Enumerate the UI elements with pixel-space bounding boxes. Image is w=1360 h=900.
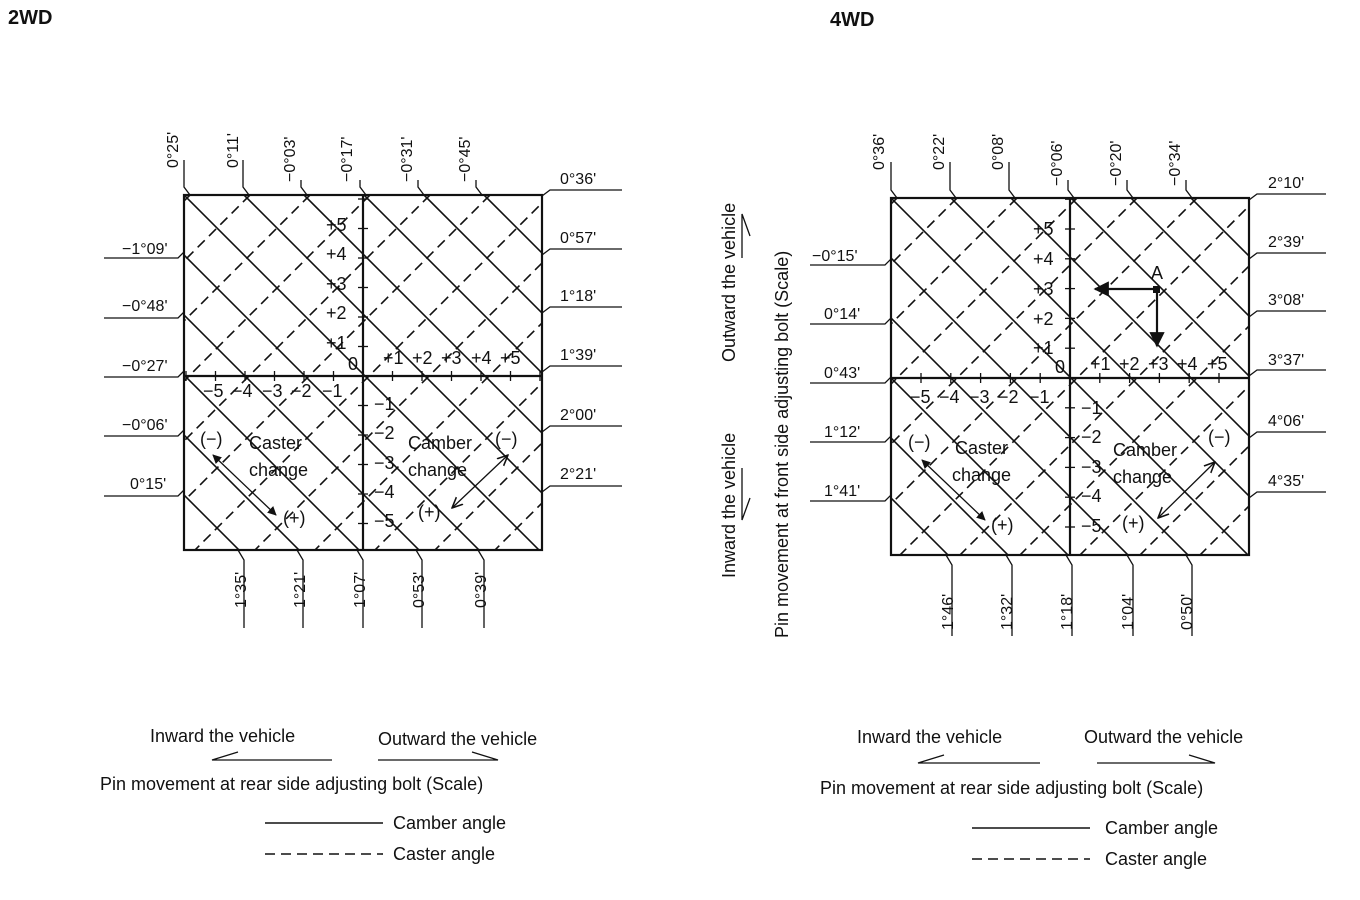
scale-zero: 0 xyxy=(1055,357,1066,377)
bottom-label: 0°53' xyxy=(411,571,428,608)
legend-outward-label: Outward the vehicle xyxy=(378,729,538,749)
plus-sign-camber: (+) xyxy=(418,502,441,522)
minus-sign-caster: (−) xyxy=(200,429,223,449)
bottom-label: 1°18' xyxy=(1059,593,1076,630)
minus-sign-caster: (−) xyxy=(908,432,931,452)
scale-label-up: +3 xyxy=(1033,279,1054,299)
right-leader xyxy=(1249,370,1326,376)
left-label: −1°09' xyxy=(122,241,168,258)
top-label: 0°08' xyxy=(990,133,1007,170)
left-label: −0°06' xyxy=(122,417,168,434)
right-leader xyxy=(542,249,622,255)
left-label: 0°43' xyxy=(824,365,861,382)
scale-label-right: +1 xyxy=(1090,354,1111,374)
right-label: 0°57' xyxy=(560,230,597,247)
scale-label-down: −3 xyxy=(374,453,395,473)
camber-change-text: change xyxy=(408,460,468,480)
caster-line xyxy=(0,195,130,900)
top-leader xyxy=(1186,180,1192,198)
top-leader xyxy=(1068,180,1074,198)
bottom-label: 1°46' xyxy=(940,593,957,630)
scale-label-left: −4 xyxy=(232,381,253,401)
scale-label-left: −5 xyxy=(910,387,931,407)
legend-rear-caption: Pin movement at rear side adjusting bolt (Scale) xyxy=(100,774,484,794)
top-label: −0°45' xyxy=(457,136,474,182)
top-leader xyxy=(476,180,482,195)
top-label: −0°17' xyxy=(339,136,356,182)
bottom-label: 1°35' xyxy=(233,571,250,608)
right-label: 1°39' xyxy=(560,347,597,364)
plus-sign-caster: (+) xyxy=(991,515,1014,535)
bottom-label: 0°50' xyxy=(1179,593,1196,630)
scale-label-left: −2 xyxy=(291,381,312,401)
left-label: −0°48' xyxy=(122,298,168,315)
bottom-label: 1°21' xyxy=(292,571,309,608)
caster-change-text: Caster xyxy=(249,433,303,453)
right-label: 2°39' xyxy=(1268,234,1305,251)
top-label: −0°20' xyxy=(1108,140,1125,186)
plus-sign-caster: (+) xyxy=(283,508,306,528)
caster-change-text: change xyxy=(952,465,1012,485)
right-label: 2°21' xyxy=(560,466,597,483)
point-a-label: A xyxy=(1151,263,1164,283)
legend-camber-label: Camber angle xyxy=(1105,818,1219,838)
scale-label-left: −2 xyxy=(998,387,1019,407)
scale-label-right: +4 xyxy=(471,348,492,368)
caster-line xyxy=(137,195,850,900)
outward-vertical-label: Outward the vehicle xyxy=(719,202,739,362)
scale-label-down: −2 xyxy=(374,423,395,443)
top-label: 0°36' xyxy=(871,133,888,170)
plus-sign-camber: (+) xyxy=(1122,513,1145,533)
scale-label-down: −1 xyxy=(374,394,395,414)
scale-label-up: +2 xyxy=(326,303,347,323)
scale-label-up: +2 xyxy=(1033,309,1054,329)
right-leader xyxy=(542,366,622,372)
right-leader xyxy=(1249,432,1326,438)
scale-label-up: +1 xyxy=(1033,338,1054,358)
scale-label-right: +3 xyxy=(441,348,462,368)
scale-label-right: +2 xyxy=(412,348,433,368)
top-leader xyxy=(418,180,424,195)
top-label: −0°03' xyxy=(282,136,299,182)
outward-vertical-arrow xyxy=(742,214,750,258)
top-leader xyxy=(360,180,366,195)
scale-label-right: +2 xyxy=(1119,354,1140,374)
scale-label-right: +5 xyxy=(1207,354,1228,374)
legend-inward-label: Inward the vehicle xyxy=(857,727,1003,747)
scale-label-left: −5 xyxy=(203,381,224,401)
legend-caster-label: Caster angle xyxy=(393,844,496,864)
bottom-label: 0°39' xyxy=(473,571,490,608)
scale-label-down: −5 xyxy=(374,511,395,531)
scale-label-up: +5 xyxy=(326,215,347,235)
top-label: 0°22' xyxy=(931,133,948,170)
diagram-title-4wd: 4WD xyxy=(830,9,875,31)
camber-line xyxy=(0,195,657,900)
scale-zero: 0 xyxy=(348,354,359,374)
right-leader xyxy=(542,307,622,313)
top-label: 0°11' xyxy=(225,133,242,168)
scale-label-down: −2 xyxy=(1081,427,1102,447)
legend-outward-arrow xyxy=(378,752,498,760)
scale-label-down: −4 xyxy=(374,482,395,502)
top-label: 0°25' xyxy=(165,131,182,168)
top-leader xyxy=(243,160,249,195)
top-leader xyxy=(891,162,897,198)
legend-camber-label: Camber angle xyxy=(393,813,507,833)
legend-inward-arrow xyxy=(212,752,332,760)
right-leader xyxy=(542,190,622,196)
left-label: −0°27' xyxy=(122,358,168,375)
bottom-label: 1°32' xyxy=(999,593,1016,630)
scale-label-down: −5 xyxy=(1081,516,1102,536)
top-leader xyxy=(1127,180,1133,198)
legend-2wd xyxy=(100,726,537,864)
top-leader xyxy=(301,180,307,195)
bottom-label: 1°04' xyxy=(1120,593,1137,630)
inward-vertical-label: Inward the vehicle xyxy=(719,432,739,578)
caster-line xyxy=(0,195,550,900)
scale-label-right: +4 xyxy=(1177,354,1198,374)
scale-label-right: +1 xyxy=(383,348,404,368)
legend-4wd xyxy=(820,727,1243,869)
left-label: 1°12' xyxy=(824,424,861,441)
legend-inward-label: Inward the vehicle xyxy=(150,726,296,746)
right-leader xyxy=(1249,253,1326,259)
left-label: 0°14' xyxy=(824,306,861,323)
scale-label-down: −3 xyxy=(1081,457,1102,477)
caster-line xyxy=(0,195,610,900)
camber-line xyxy=(4,195,717,900)
right-label: 0°36' xyxy=(560,171,597,188)
right-leader xyxy=(1249,492,1326,498)
camber-line xyxy=(1311,198,1360,900)
top-leader xyxy=(1009,162,1015,198)
legend-outward-label: Outward the vehicle xyxy=(1084,727,1244,747)
camber-line xyxy=(0,195,597,900)
scale-label-left: −4 xyxy=(939,387,960,407)
caster-line xyxy=(0,195,70,900)
scale-label-right: +3 xyxy=(1148,354,1169,374)
top-label: −0°31' xyxy=(399,136,416,182)
scale-label-up: +1 xyxy=(326,333,347,353)
top-label: −0°34' xyxy=(1167,140,1184,186)
scale-label-down: −1 xyxy=(1081,398,1102,418)
scale-label-left: −3 xyxy=(969,387,990,407)
scale-label-up: +4 xyxy=(1033,249,1054,269)
left-label: −0°15' xyxy=(812,248,858,265)
right-label: 4°06' xyxy=(1268,413,1305,430)
camber-line xyxy=(0,195,537,900)
inward-vertical-arrow xyxy=(742,468,750,520)
right-label: 4°35' xyxy=(1268,473,1305,490)
left-label: 0°15' xyxy=(130,476,167,493)
caster-line xyxy=(197,195,910,900)
right-label: 2°00' xyxy=(560,407,597,424)
legend-caster-label: Caster angle xyxy=(1105,849,1208,869)
camber-line xyxy=(64,195,777,900)
caster-line xyxy=(0,195,430,900)
right-leader xyxy=(1249,194,1326,200)
camber-change-text: change xyxy=(1113,467,1173,487)
scale-label-up: +3 xyxy=(326,274,347,294)
right-leader xyxy=(542,486,622,492)
diagram-title-2wd: 2WD xyxy=(8,7,53,29)
scale-label-down: −4 xyxy=(1081,486,1102,506)
top-leader xyxy=(950,162,956,198)
minus-sign-camber: (−) xyxy=(495,429,518,449)
right-leader xyxy=(1249,311,1326,317)
front-bolt-caption: Pin movement at front side adjusting bolt (Scale) xyxy=(772,250,792,638)
scale-label-left: −1 xyxy=(1029,387,1050,407)
left-label: 1°41' xyxy=(824,483,861,500)
bottom-label: 1°07' xyxy=(352,571,369,608)
caster-change-text: Caster xyxy=(955,438,1009,458)
right-label: 2°10' xyxy=(1268,175,1305,192)
top-label: −0°06' xyxy=(1049,140,1066,186)
caster-line xyxy=(0,195,10,900)
right-label: 3°37' xyxy=(1268,352,1305,369)
camber-change-text: Camber xyxy=(408,433,473,453)
top-leader xyxy=(184,160,190,195)
camber-change-text: Camber xyxy=(1113,440,1178,460)
scale-label-left: −1 xyxy=(322,381,343,401)
scale-label-up: +5 xyxy=(1033,219,1054,239)
legend-outward-arrow xyxy=(1097,755,1215,763)
caster-change-text: change xyxy=(249,460,309,480)
scale-label-up: +4 xyxy=(326,244,347,264)
legend-rear-caption: Pin movement at rear side adjusting bolt (Scale) xyxy=(820,778,1204,798)
scale-label-right: +5 xyxy=(500,348,521,368)
right-label: 3°08' xyxy=(1268,292,1305,309)
right-leader xyxy=(542,426,622,432)
minus-sign-camber: (−) xyxy=(1208,427,1231,447)
right-label: 1°18' xyxy=(560,288,597,305)
legend-inward-arrow xyxy=(918,755,1040,763)
front-bolt-axis xyxy=(719,203,792,638)
scale-label-left: −3 xyxy=(262,381,283,401)
